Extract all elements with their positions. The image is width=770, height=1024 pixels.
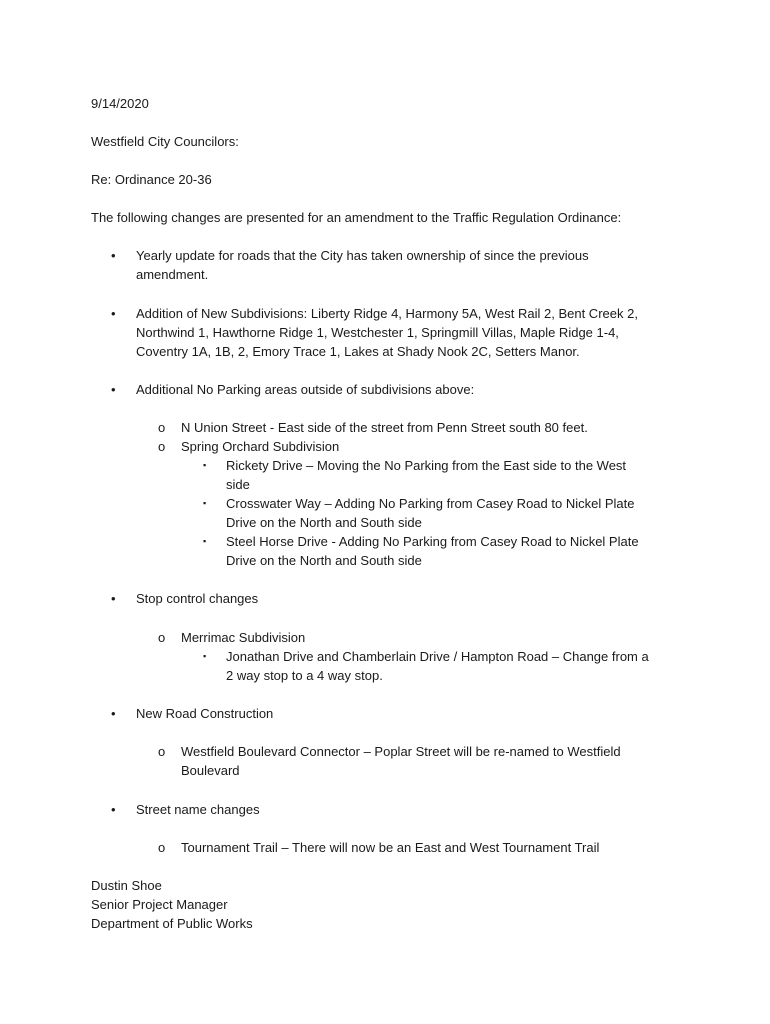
sub-sub-item-steel-horse-drive: ▪ Steel Horse Drive - Adding No Parking from Casey Road to Nickel Plate Drive on the North and South side	[203, 534, 639, 568]
signature-title: Senior Project Manager	[91, 897, 228, 912]
bullet-icon: •	[111, 382, 116, 397]
list-item-no-parking: • Additional No Parking areas outside of subdivisions above:	[111, 382, 475, 397]
square-bullet-icon: ▪	[203, 460, 207, 470]
list-item-stop-control: • Stop control changes	[111, 591, 259, 606]
sub-item-westfield-boulevard: o Westfield Boulevard Connector – Poplar Street will be re-named to Westfield Boulevard	[158, 744, 621, 778]
circle-bullet-icon: o	[158, 420, 166, 435]
list-item-new-road-construction: • New Road Construction	[111, 706, 274, 721]
bullet-icon: •	[111, 706, 116, 721]
circle-bullet-icon: o	[158, 744, 166, 759]
intro-paragraph: The following changes are presented for an amendment to the Traffic Regulation Ordinance:	[91, 210, 622, 225]
sub-sub-item-jonathan-drive: ▪ Jonathan Drive and Chamberlain Drive / Hampton Road – Change from a 2 way stop to a 4 way stop.	[203, 649, 649, 683]
subject-line: Re: Ordinance 20-36	[91, 172, 212, 187]
bullet-icon: •	[111, 306, 116, 321]
sub-sub-item-rickety-drive: ▪ Rickety Drive – Moving the No Parking from the East side to the West side	[203, 458, 627, 492]
signature-department: Department of Public Works	[91, 916, 253, 931]
square-bullet-icon: ▪	[203, 651, 207, 661]
bullet-icon: •	[111, 591, 116, 606]
sub-item-tournament-trail: o Tournament Trail – There will now be an East and West Tournament Trail	[158, 840, 600, 855]
list-item-yearly-update: • Yearly update for roads that the City has taken ownership of since the previous amendment.	[111, 248, 589, 282]
bullet-icon: •	[111, 248, 116, 263]
salutation: Westfield City Councilors:	[91, 134, 239, 149]
circle-bullet-icon: o	[158, 840, 166, 855]
bullet-icon: •	[111, 802, 116, 817]
sub-item-merrimac: o Merrimac Subdivision	[158, 630, 306, 645]
sub-item-n-union-street: o N Union Street - East side of the street from Penn Street south 80 feet.	[158, 420, 588, 435]
sub-sub-item-crosswater-way: ▪ Crosswater Way – Adding No Parking from Casey Road to Nickel Plate Drive on the North and South side	[203, 496, 635, 530]
circle-bullet-icon: o	[158, 630, 166, 645]
list-item-new-subdivisions: • Addition of New Subdivisions: Liberty Ridge 4, Harmony 5A, West Rail 2, Bent Creek 2, Northwind 1, Hawthorne Ridge 1, Westchester 1, Springmill Villas, Maple Ridge 1-4, Coventry 1A, 1B, 2, Emory Trace 1, Lakes at Shady Nook 2C, Setters Manor.	[111, 306, 638, 359]
sub-item-spring-orchard: o Spring Orchard Subdivision	[158, 439, 340, 454]
list-item-street-name-changes: • Street name changes	[111, 802, 260, 817]
circle-bullet-icon: o	[158, 439, 166, 454]
letter-date: 9/14/2020	[91, 96, 149, 111]
square-bullet-icon: ▪	[203, 536, 207, 546]
square-bullet-icon: ▪	[203, 498, 207, 508]
signature-name: Dustin Shoe	[91, 878, 162, 893]
